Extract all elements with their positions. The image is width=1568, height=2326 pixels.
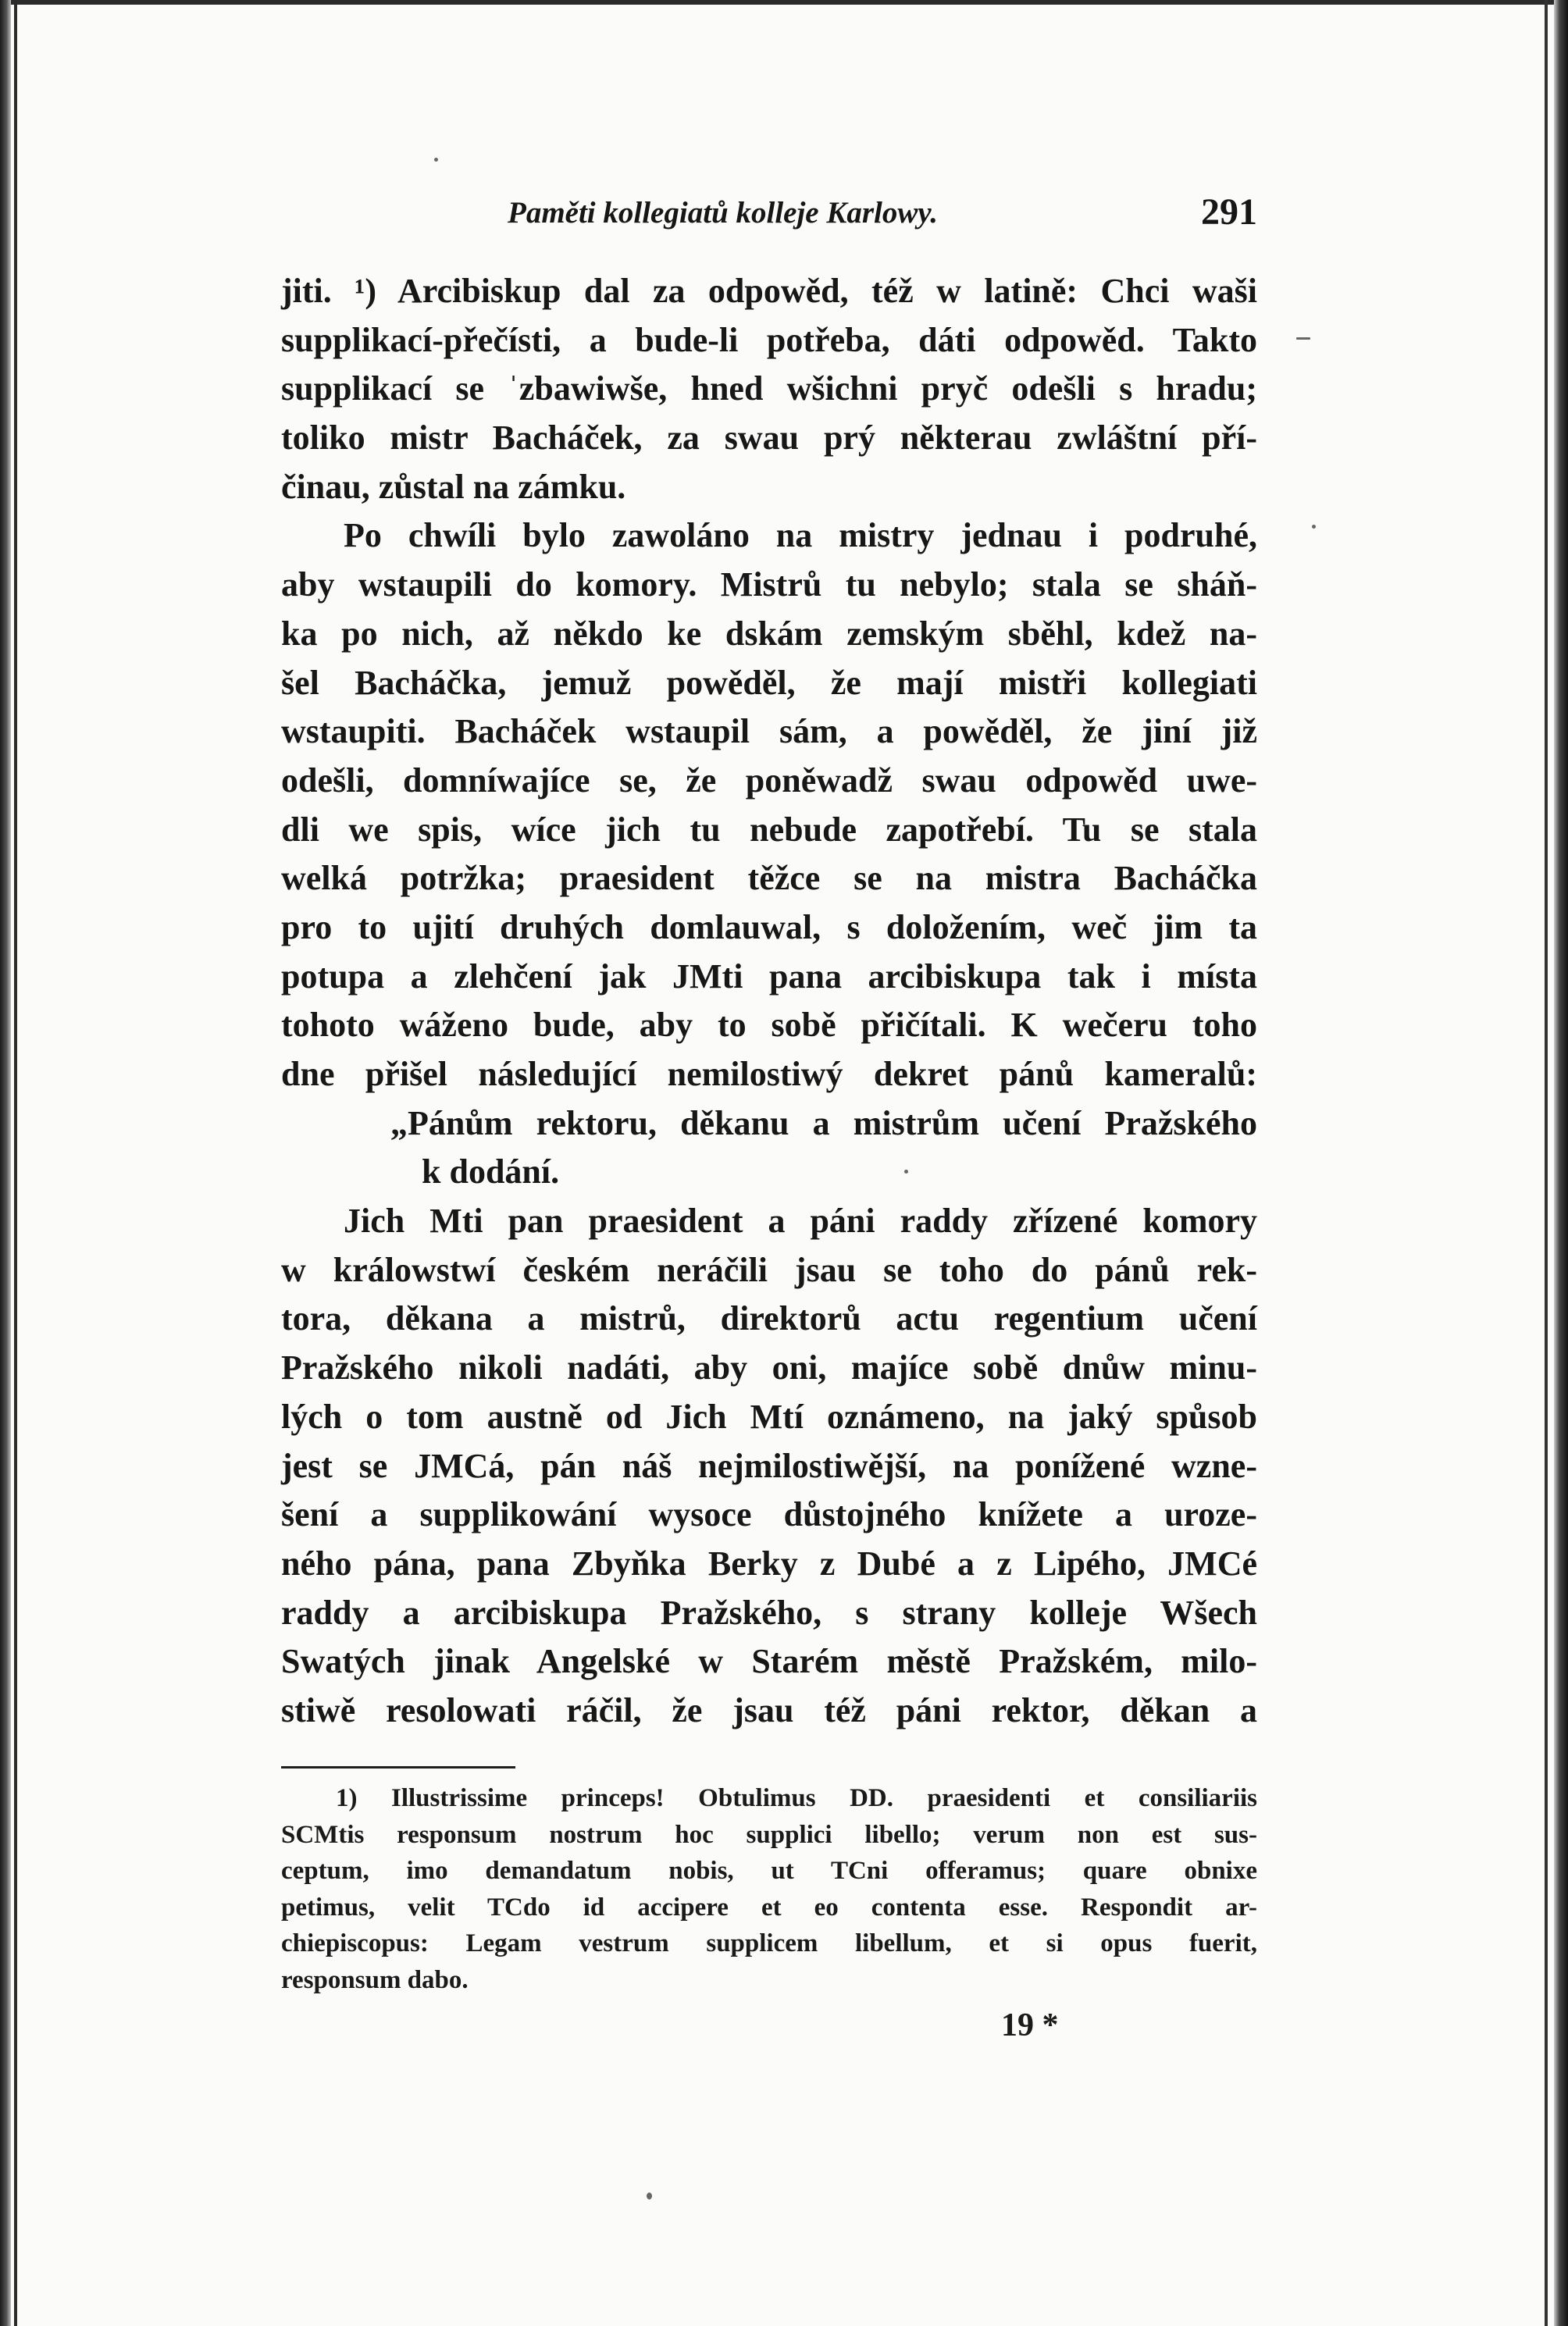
- footnote-divider: [281, 1766, 515, 1769]
- scan-speck: [1312, 525, 1316, 529]
- text-line: lých o tom austně od Jich Mtí oznámeno, na jaký spůsob: [281, 1397, 1257, 1436]
- page-left-edge-line: [14, 0, 17, 2326]
- page-number: 291: [1201, 191, 1257, 233]
- text-line: šel Bacháčka, jemuž powěděl, že mají mistři kollegiati: [281, 663, 1257, 702]
- footnote-line: responsum dabo.: [281, 1965, 469, 1994]
- text-line: odešli, domníwajíce se, že poněwadž swau odpowěd uwe-: [281, 760, 1257, 800]
- text-line: šení a supplikowání wysoce důstojného knížete a uroze-: [281, 1495, 1257, 1534]
- footnote-line: ceptum, imo demandatum nobis, ut TCni offeramus; quare obnixe: [281, 1857, 1257, 1885]
- text-line: tora, děkana a mistrů, direktorů actu regentium učení: [281, 1299, 1257, 1338]
- text-line: jest se JMCá, pán náš nejmilostiwější, na ponížené wzne-: [281, 1446, 1257, 1485]
- page-top-edge: [0, 0, 1568, 5]
- text-line: stiwě resolowati ráčil, že jsau též páni rektor, děkan a: [281, 1690, 1257, 1729]
- running-title: Paměti kollegiatů kolleje Karlowy.: [508, 196, 939, 230]
- text-line: tohoto wáženo bude, aby to sobě přičítali. K wečeru toho: [281, 1006, 1257, 1045]
- scan-speck: [434, 158, 438, 162]
- text-line: činau, zůstal na zámku.: [281, 467, 626, 506]
- text-line: w králowstwí českém neráčili jsau se toho do pánů rek-: [281, 1250, 1257, 1289]
- text-line: „Pánům rektoru, děkanu a mistrům učení Pražského: [390, 1103, 1257, 1142]
- text-line: Swatých jinak Angelské w Starém městě Pražském, milo-: [281, 1642, 1257, 1681]
- scan-speck: [1296, 337, 1310, 340]
- text-line: supplikací-přečísti, a bude-li potřeba, dáti odpowěd. Takto: [281, 320, 1257, 359]
- footnote-line: SCMtis responsum nostrum hoc supplici libello; verum non est sus-: [281, 1820, 1257, 1849]
- text-line: jiti. ¹) Arcibiskup dal za odpowěd, též w latině: Chci waši: [281, 272, 1257, 310]
- text-line: Pražského nikoli nadáti, aby oni, majíce sobě dnůw minu-: [281, 1348, 1257, 1387]
- text-line: supplikací se ˈzbawiwše, hned wšichni pryč odešli s hradu;: [281, 369, 1257, 408]
- text-line: dne přišel následující nemilostiwý dekret pánů kameralů:: [281, 1055, 1257, 1093]
- signature-mark: 19 *: [1001, 2007, 1059, 2043]
- text-line: k dodání.: [422, 1152, 560, 1191]
- text-line: aby wstaupili do komory. Mistrů tu nebylo; stala se sháň-: [281, 565, 1257, 604]
- text-line: Jich Mti pan praesident a páni raddy zřízené komory: [344, 1202, 1257, 1241]
- footnote-line: petimus, velit TCdo id accipere et eo contenta esse. Respondit ar-: [281, 1893, 1257, 1922]
- running-head: [281, 191, 1257, 250]
- main-text: [281, 267, 1257, 1736]
- footnote-line: 1) Illustrissime princeps! Obtulimus DD. praesidenti et consiliariis: [336, 1784, 1257, 1812]
- page-left-edge: [0, 0, 11, 2326]
- scan-speck: [647, 2192, 652, 2200]
- text-line: pro to ujití druhých domlauwal, s doložením, weč jim ta: [281, 907, 1257, 946]
- page-right-edge-line: [1545, 0, 1548, 2326]
- text-line: Po chwíli bylo zawoláno na mistry jednau i podruhé,: [344, 516, 1257, 555]
- footnote-line: chiepiscopus: Legam vestrum supplicem libellum, et si opus fuerit,: [281, 1929, 1257, 1957]
- text-line: ného pána, pana Zbyňka Berky z Dubé a z Lipého, JMCé: [281, 1544, 1257, 1583]
- footnote: [281, 1780, 1257, 1998]
- text-line: toliko mistr Bacháček, za swau prý některau zwláštní pří-: [281, 419, 1257, 458]
- text-line: potupa a zlehčení jak JMti pana arcibiskupa tak i místa: [281, 956, 1257, 996]
- text-line: raddy a arcibiskupa Pražského, s strany kolleje Wšech: [281, 1593, 1257, 1632]
- text-line: ka po nich, až někdo ke dskám zemským sběhl, kdež na-: [281, 614, 1257, 653]
- text-line: wstaupiti. Bacháček wstaupil sám, a powěděl, že jiní již: [281, 712, 1257, 751]
- text-line: dli we spis, wíce jich tu nebude zapotřebí. Tu se stala: [281, 810, 1257, 849]
- page-right-edge: [1554, 0, 1568, 2326]
- text-line: welká potržka; praesident těžce se na mistra Bacháčka: [281, 859, 1257, 898]
